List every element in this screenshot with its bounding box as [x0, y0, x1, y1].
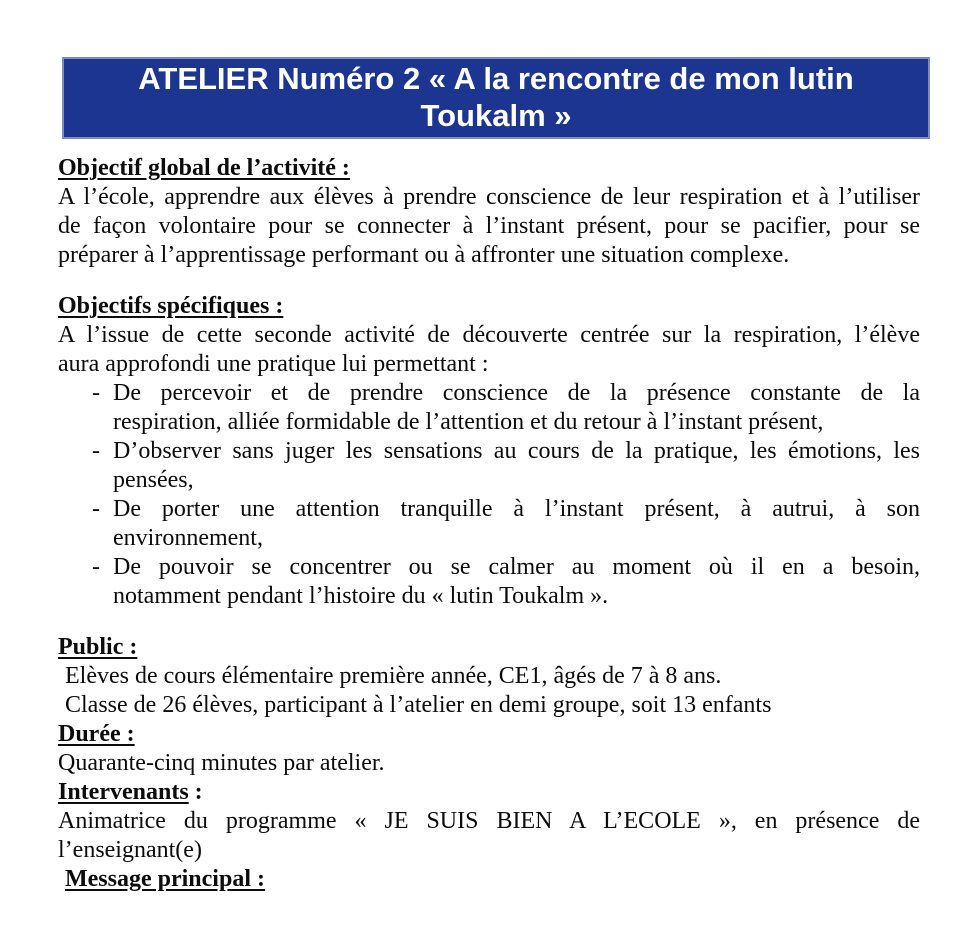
list-item	[58, 379, 920, 437]
heading-intervenants	[58, 778, 920, 807]
paragraph-objectif-global	[58, 183, 920, 270]
bullet-marker: -	[92, 438, 100, 464]
bullet-marker: -	[92, 380, 100, 406]
heading-objectifs-specifiques-text: Objectifs spécifiques :	[58, 293, 284, 319]
heading-intervenants-suffix: :	[188, 779, 203, 805]
paragraph-line: D’observer sans juger les sensations au cours de la pratique, les émotions, les	[113, 438, 920, 464]
paragraph-objectifs-specifiques	[58, 321, 920, 379]
paragraph-line: Classe de 26 élèves, participant à l’atelier en demi groupe, soit 13 enfants	[65, 692, 772, 718]
paragraph-gap	[58, 611, 920, 633]
paragraph-duree	[58, 749, 920, 778]
heading-public-text: Public :	[58, 634, 138, 660]
paragraph-line: préparer à l’apprentissage performant ou à affronter une situation complexe.	[58, 242, 790, 268]
objectives-bullet-list	[58, 379, 920, 611]
paragraph-line: A l’école, apprendre aux élèves à prendre conscience de leur respiration et à l’utiliser	[58, 184, 920, 210]
paragraph-gap	[58, 270, 920, 292]
list-item	[58, 553, 920, 611]
paragraph-line: De pouvoir se concentrer ou se calmer au moment où il en a besoin,	[113, 554, 920, 580]
paragraph-line: pensées,	[113, 467, 194, 493]
paragraph-line: respiration, alliée formidable de l’attention et du retour à l’instant présent,	[113, 409, 824, 435]
banner-title: ATELIER Numéro 2 « A la rencontre de mon lutin Toukalm »	[138, 61, 854, 133]
heading-duree-text: Durée :	[58, 721, 135, 747]
list-item	[58, 495, 920, 553]
heading-objectifs-specifiques	[58, 292, 920, 321]
bullet-marker: -	[92, 496, 100, 522]
paragraph-line: Elèves de cours élémentaire première année, CE1, âgés de 7 à 8 ans.	[65, 663, 722, 689]
paragraph-line: De porter une attention tranquille à l’instant présent, à autrui, à son	[113, 496, 920, 522]
list-item-text	[113, 437, 920, 495]
paragraph-line: A l’issue de cette seconde activité de découverte centrée sur la respiration, l’élève	[58, 322, 920, 348]
paragraph-line: De percevoir et de prendre conscience de la présence constante de la	[113, 380, 920, 406]
heading-message-principal-text: Message principal :	[65, 866, 265, 892]
list-item	[58, 437, 920, 495]
paragraph-line: Animatrice du programme « JE SUIS BIEN A L’ECOLE », en présence de	[58, 808, 920, 834]
paragraph-line: aura approfondi une pratique lui permettant :	[58, 351, 489, 377]
document-body	[58, 154, 920, 894]
paragraph-line: l’enseignant(e)	[58, 837, 202, 863]
atelier-title-banner	[62, 57, 930, 139]
paragraph-line: notamment pendant l’histoire du « lutin Toukalm ».	[113, 583, 609, 609]
heading-intervenants-text: Intervenants	[58, 779, 189, 805]
paragraph-line: Quarante-cinq minutes par atelier.	[58, 750, 385, 776]
heading-objectif-global	[58, 154, 920, 183]
list-item-text	[113, 495, 920, 553]
paragraph-line: environnement,	[113, 525, 263, 551]
list-item-text	[113, 553, 920, 611]
heading-objectif-global-text: Objectif global de l’activité :	[58, 155, 350, 181]
heading-public	[58, 633, 920, 662]
paragraph-intervenants	[58, 807, 920, 865]
paragraph-line: de façon volontaire pour se connecter à l’instant présent, pour se pacifier, pour se	[58, 213, 920, 239]
paragraph-public	[58, 662, 920, 720]
heading-message-principal	[58, 865, 920, 894]
list-item-text	[113, 379, 920, 437]
bullet-marker: -	[92, 554, 100, 580]
heading-duree	[58, 720, 920, 749]
